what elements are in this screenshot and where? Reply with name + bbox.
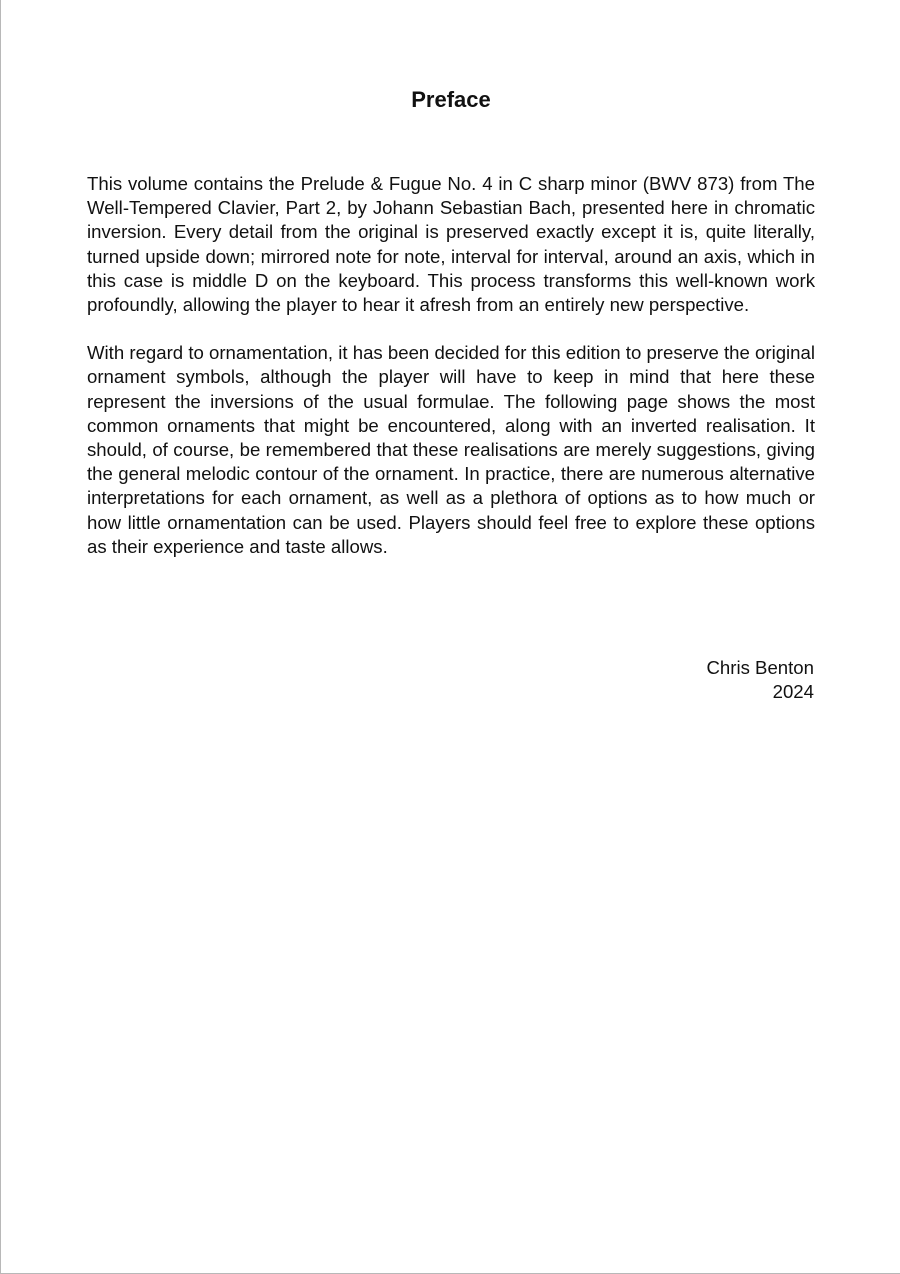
signature-block (707, 656, 815, 704)
paragraph-1: This volume contains the Prelude & Fugue No. 4 in C sharp minor (BWV 873) from The Well-Tempered Clavier, Part 2, by Johann Sebastian Bach, presented here in chromatic inversion. Every detail from the original is preserved exactly except it is, quite literally, turned upside down; mirrored note for note, interval for interval, around an axis, which in this case is middle D on the keyboard. This process transforms this well-known work profoundly, allowing the player to hear it afresh from an entirely new perspective. (87, 173, 815, 316)
preface-body (87, 172, 815, 583)
author-name: Chris Benton (706, 657, 814, 678)
page-title: Preface (411, 87, 491, 112)
signature-year: 2024 (772, 681, 814, 703)
paragraph-2: With regard to ornamentation, it has been decided for this edition to preserve the original ornament symbols, although the player will have to keep in mind that here these represent the inversions of the usual formulae. The following page shows the most common ornaments that might be encountered, along with an inverted realisation. It should, of course, be remembered that these realisations are merely suggestions, giving the general melodic contour of the ornament. In practice, there are numerous alternative interpretations for each ornament, as well as a plethora of options as to how much or how little ornamentation can be used. Players should feel free to explore these options as their experience and taste allows. (87, 342, 815, 557)
